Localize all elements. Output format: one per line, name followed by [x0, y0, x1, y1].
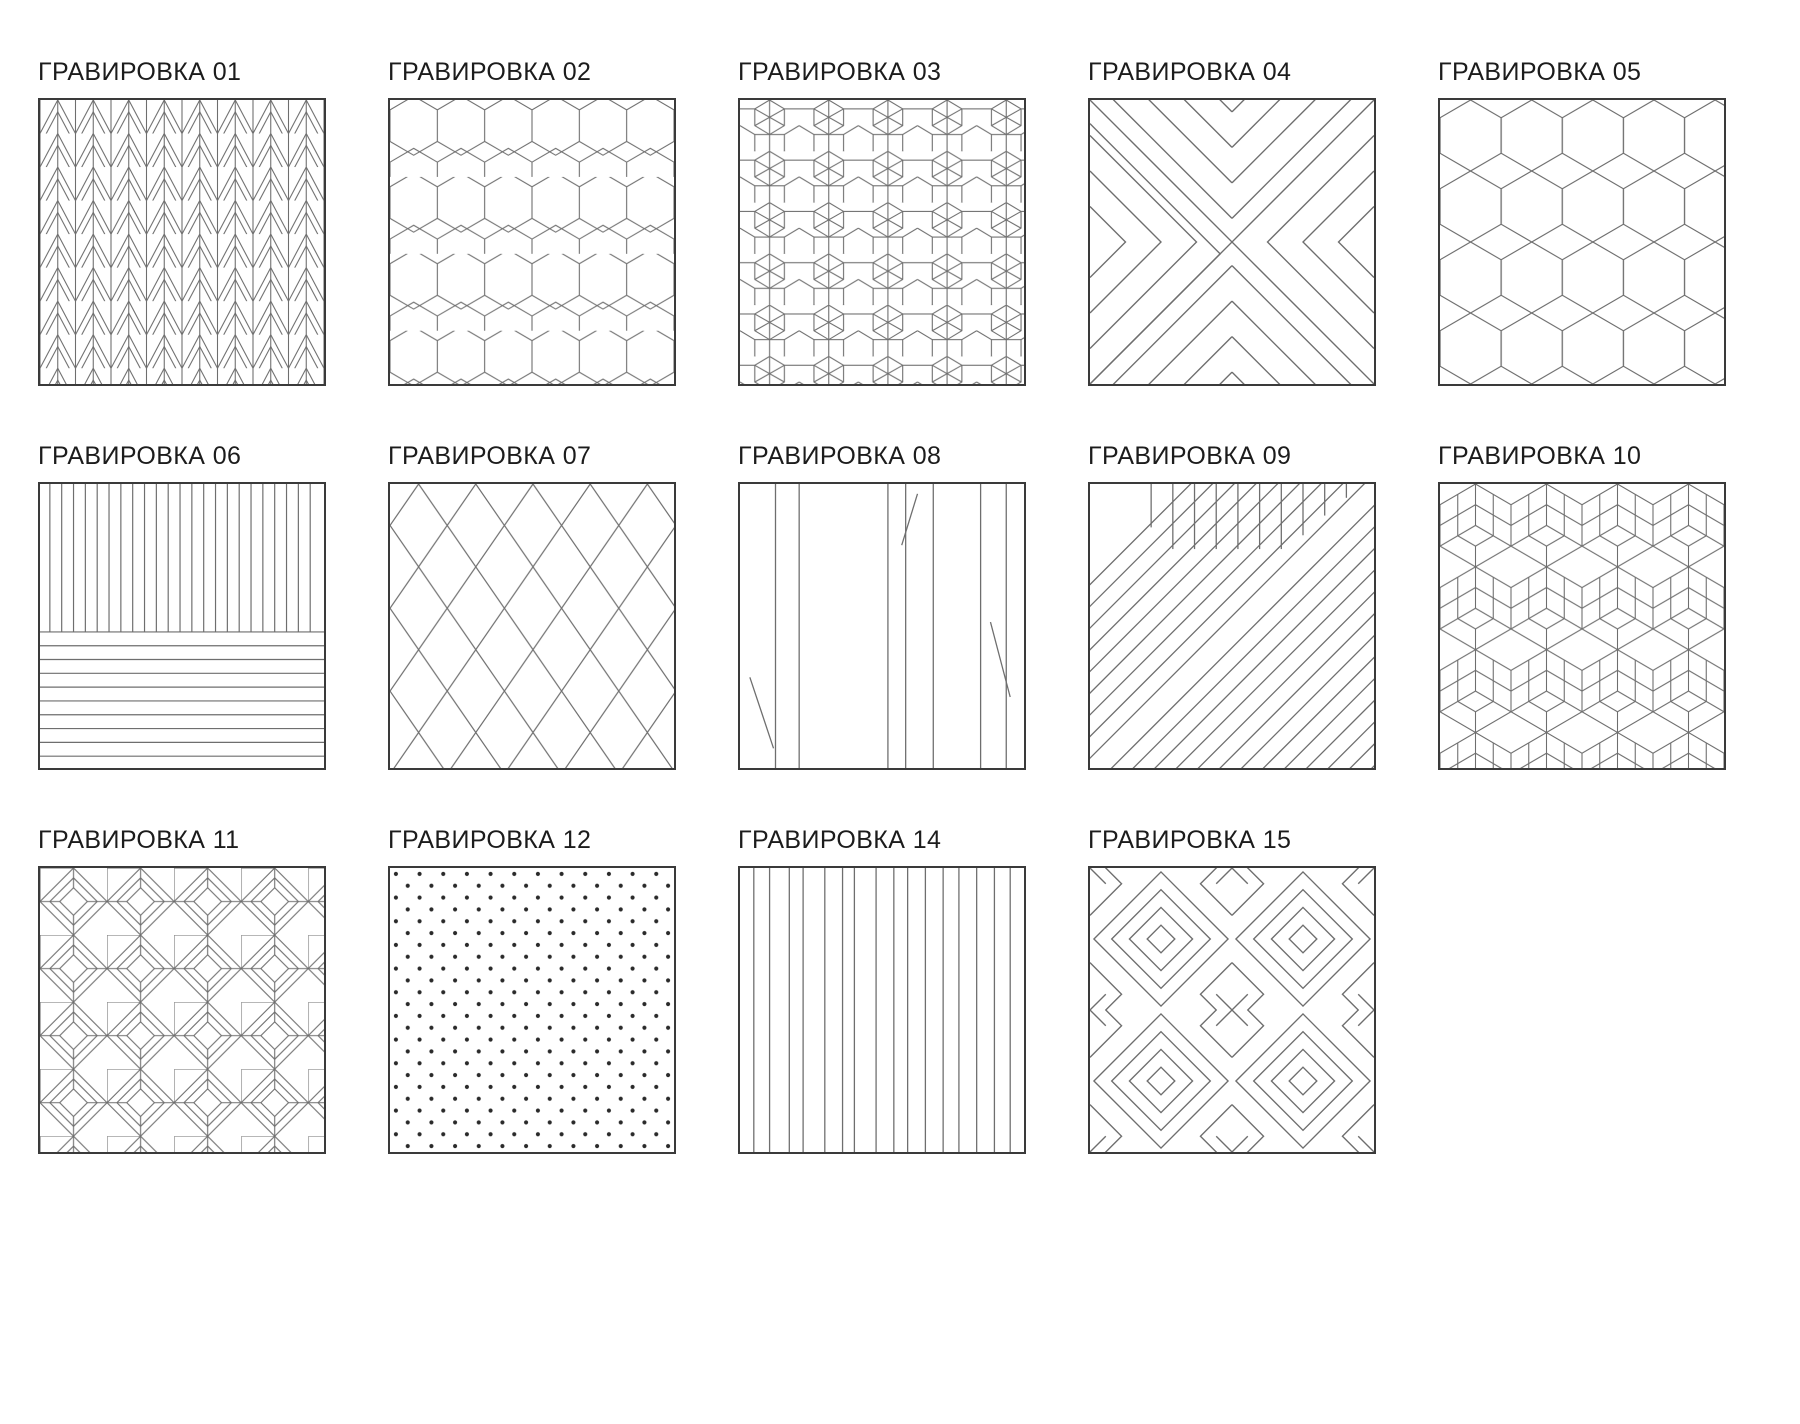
pattern-vertical-lines-varying[interactable]: [738, 866, 1026, 1154]
swatch-label: ГРАВИРОВКА 10: [1438, 442, 1642, 470]
swatch-label: ГРАВИРОВКА 15: [1088, 826, 1292, 854]
swatch-label: ГРАВИРОВКА 01: [38, 58, 242, 86]
swatch-label: ГРАВИРОВКА 05: [1438, 58, 1642, 86]
swatch-label: ГРАВИРОВКА 09: [1088, 442, 1292, 470]
swatch-grid: [38, 60, 1770, 1154]
swatch-cell[interactable]: [1088, 828, 1376, 1154]
swatch-cell[interactable]: [388, 60, 676, 386]
pattern-honeycomb[interactable]: [1438, 98, 1726, 386]
pattern-sparse-vertical-lines[interactable]: [738, 482, 1026, 770]
pattern-concentric-diamonds[interactable]: [1088, 866, 1376, 1154]
swatch-label: ГРАВИРОВКА 08: [738, 442, 942, 470]
swatch-cell[interactable]: [1438, 60, 1726, 386]
swatch-cell[interactable]: [1088, 444, 1376, 770]
swatch-label: ГРАВИРОВКА 12: [388, 826, 592, 854]
swatch-label: ГРАВИРОВКА 14: [738, 826, 942, 854]
pattern-cube-star-rhombus[interactable]: [738, 98, 1026, 386]
pattern-dot-grid[interactable]: [388, 866, 676, 1154]
pattern-elongated-hexagon[interactable]: [388, 98, 676, 386]
swatch-cell[interactable]: [38, 60, 326, 386]
swatch-label: ГРАВИРОВКА 11: [38, 826, 240, 854]
swatch-label: ГРАВИРОВКА 06: [38, 442, 242, 470]
swatch-label: ГРАВИРОВКА 03: [738, 58, 942, 86]
swatch-label: ГРАВИРОВКА 04: [1088, 58, 1292, 86]
swatch-cell[interactable]: [388, 828, 676, 1154]
swatch-cell[interactable]: [1438, 444, 1726, 770]
swatch-cell[interactable]: [738, 828, 1026, 1154]
pattern-diagonal-stripes-split[interactable]: [1088, 482, 1376, 770]
pattern-nested-cubes-diamond[interactable]: [38, 866, 326, 1154]
pattern-isometric-cubes[interactable]: [1438, 482, 1726, 770]
pattern-chevron-herringbone[interactable]: [38, 98, 326, 386]
swatch-cell[interactable]: [388, 444, 676, 770]
swatch-label: ГРАВИРОВКА 07: [388, 442, 592, 470]
pattern-vertical-horizontal-stripes[interactable]: [38, 482, 326, 770]
swatch-cell[interactable]: [38, 828, 326, 1154]
swatch-cell[interactable]: [738, 444, 1026, 770]
pattern-diagonal-cross-chevron[interactable]: [1088, 98, 1376, 386]
pattern-diamond-lattice[interactable]: [388, 482, 676, 770]
swatch-cell[interactable]: [738, 60, 1026, 386]
swatch-label: ГРАВИРОВКА 02: [388, 58, 592, 86]
swatch-cell[interactable]: [1088, 60, 1376, 386]
swatch-cell[interactable]: [38, 444, 326, 770]
